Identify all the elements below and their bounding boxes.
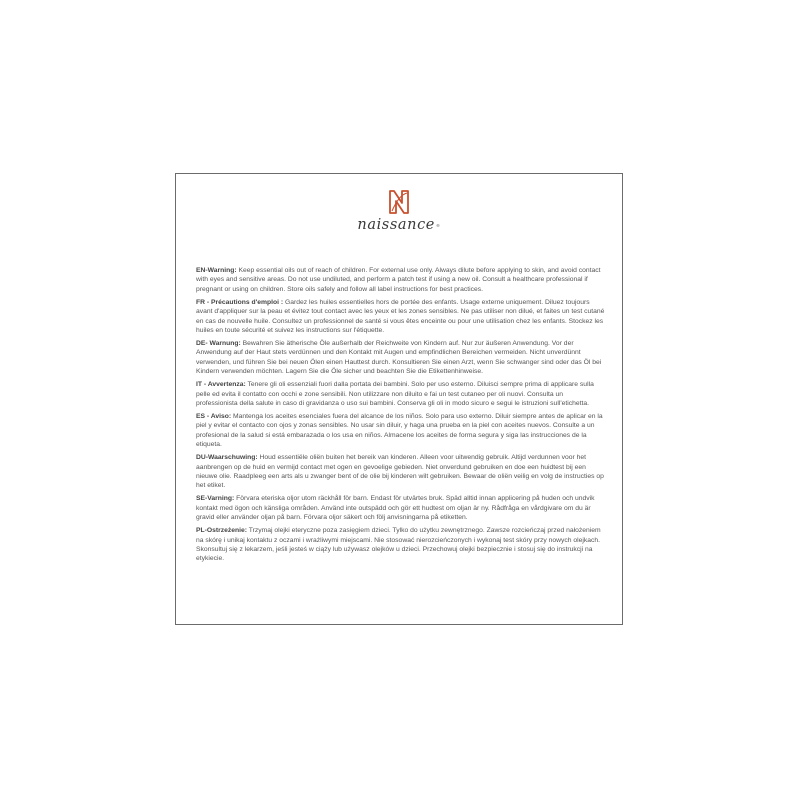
warning-it	[196, 380, 606, 408]
warning-de	[196, 339, 606, 377]
warning-text: Houd essentiële oliën buiten het bereik van kinderen. Alleen voor uitwendig gebruik. Altijd verdunnen voor het aanbrengen op de huid en vermijd contact met ogen en gevoelige gebieden. Niet onverdund gebruiken en doe een huidtest bij een nieuwe olie. Raadpleeg een arts als u zwanger bent of de olie bij kinderen wilt gebruiken. Bewaar de oliën veilig en volg de instructies op het etiket.	[196, 454, 604, 490]
warning-label: PL-Ostrzeżenie:	[196, 527, 248, 535]
warning-text: Gardez les huiles essentielles hors de portée des enfants. Usage externe uniquement. Diluez toujours avant d'appliquer sur la peau et évitez tout contact avec les yeux et les zones sensibles. Ne pas utiliser non dilué, et faites un test cutané en cas de nouvelle huile. Consultez un professionnel de santé si vous êtes enceinte ou pour une utilisation chez les enfants. Stockez les huiles en toute sécurité et suivez les instructions sur l'étiquette.	[196, 298, 605, 335]
warning-nl	[196, 453, 606, 491]
warning-text: Mantenga los aceites esenciales fuera del alcance de los niños. Solo para uso externo. Diluir siempre antes de aplicar en la piel y evitar el contacto con ojos y zonas sensibles. No usar sin diluir, y haga una prueba en la piel con aceites nuevos. Consulte a un profesional de la salud si está embarazada o los usa en niños. Almacene los aceites de forma segura y siga las instrucciones de la etiqueta.	[196, 412, 603, 449]
warning-text: Förvara eteriska oljor utom räckhåll för barn. Endast för utvärtes bruk. Späd alltid innan applicering på huden och undvik kontakt med ögon och känsliga områden. Använd inte outspädd och gör ett hudtest om oljan är ny. Rådfråga en vårdgivare om du är gravid eller använder oljan på barn. Förvara oljor säkert och följ anvisningarna på etiketten.	[196, 495, 595, 522]
warning-label: ES - Aviso:	[196, 412, 232, 420]
warning-label: EN-Warning:	[196, 267, 237, 274]
warning-es	[196, 412, 606, 450]
warnings-list	[196, 266, 606, 567]
warning-fr	[196, 298, 606, 336]
warning-label: IT - Avvertenza:	[196, 381, 246, 389]
warning-label-card	[175, 173, 623, 625]
warning-label: SE-Varning:	[196, 495, 235, 503]
warning-text: Trzymaj olejki eteryczne poza zasięgiem dzieci. Tylko do użytku zewnętrznego. Zawsze rozcieńczaj przed nałożeniem na skórę i unikaj kontaktu z oczami i wrażliwymi miejscami. Nie stosować nierozcieńczonych i wykonaj test skóry przy nowych olejkach. Skonsultuj się z lekarzem, jeśli jesteś w ciąży lub używasz olejków u dzieci. Przechowuj olejki bezpiecznie i stosuj się do instrukcji na etykiecie.	[196, 527, 601, 563]
warning-pl	[196, 526, 606, 564]
brand-name: naissance®	[357, 217, 441, 233]
warning-text: Bewahren Sie ätherische Öle außerhalb der Reichweite von Kindern auf. Nur zur äußeren Anwendung. Vor der Anwendung auf der Haut stets verdünnen und den Kontakt mit Augen und empfindlichen Bereichen vermeiden. Nicht unverdünnt verwenden, und führen Sie bei neuen Ölen einen Hauttest durch. Konsultieren Sie einen Arzt, wenn Sie schwanger sind oder das Öl bei Kindern verwenden möchten. Lagern Sie die Öle sicher und beachten Sie die Etikettenhinweise.	[196, 339, 602, 376]
warning-label: DU-Waarschuwing:	[196, 454, 258, 462]
brand-logo	[176, 189, 622, 233]
warning-label: DE- Warnung:	[196, 339, 241, 347]
warning-se	[196, 494, 606, 522]
warning-en	[196, 266, 606, 294]
leaf-n-logo-icon	[387, 189, 411, 215]
warning-text: Tenere gli oli essenziali fuori dalla portata dei bambini. Solo per uso esterno. Diluisci sempre prima di applicare sulla pelle ed evita il contatto con occhi e zone sensibili. Non utilizzare non diluito e fai un test cutaneo per oli nuovi. Consulta un professionista della salute in caso di gravidanza o uso sui bambini. Conserva gli oli in modo sicuro e segui le istruzioni sull'etichetta.	[196, 381, 594, 408]
warning-text: Keep essential oils out of reach of children. For external use only. Always dilute before applying to skin, and avoid contact with eyes and sensitive areas. Do not use undiluted, and perform a patch test if using a new oil. Consult a healthcare professional if pregnant or using on children. Store oils safely and follow all label instructions for best practices.	[196, 267, 601, 293]
warning-label: FR - Précautions d'emploi :	[196, 298, 284, 306]
